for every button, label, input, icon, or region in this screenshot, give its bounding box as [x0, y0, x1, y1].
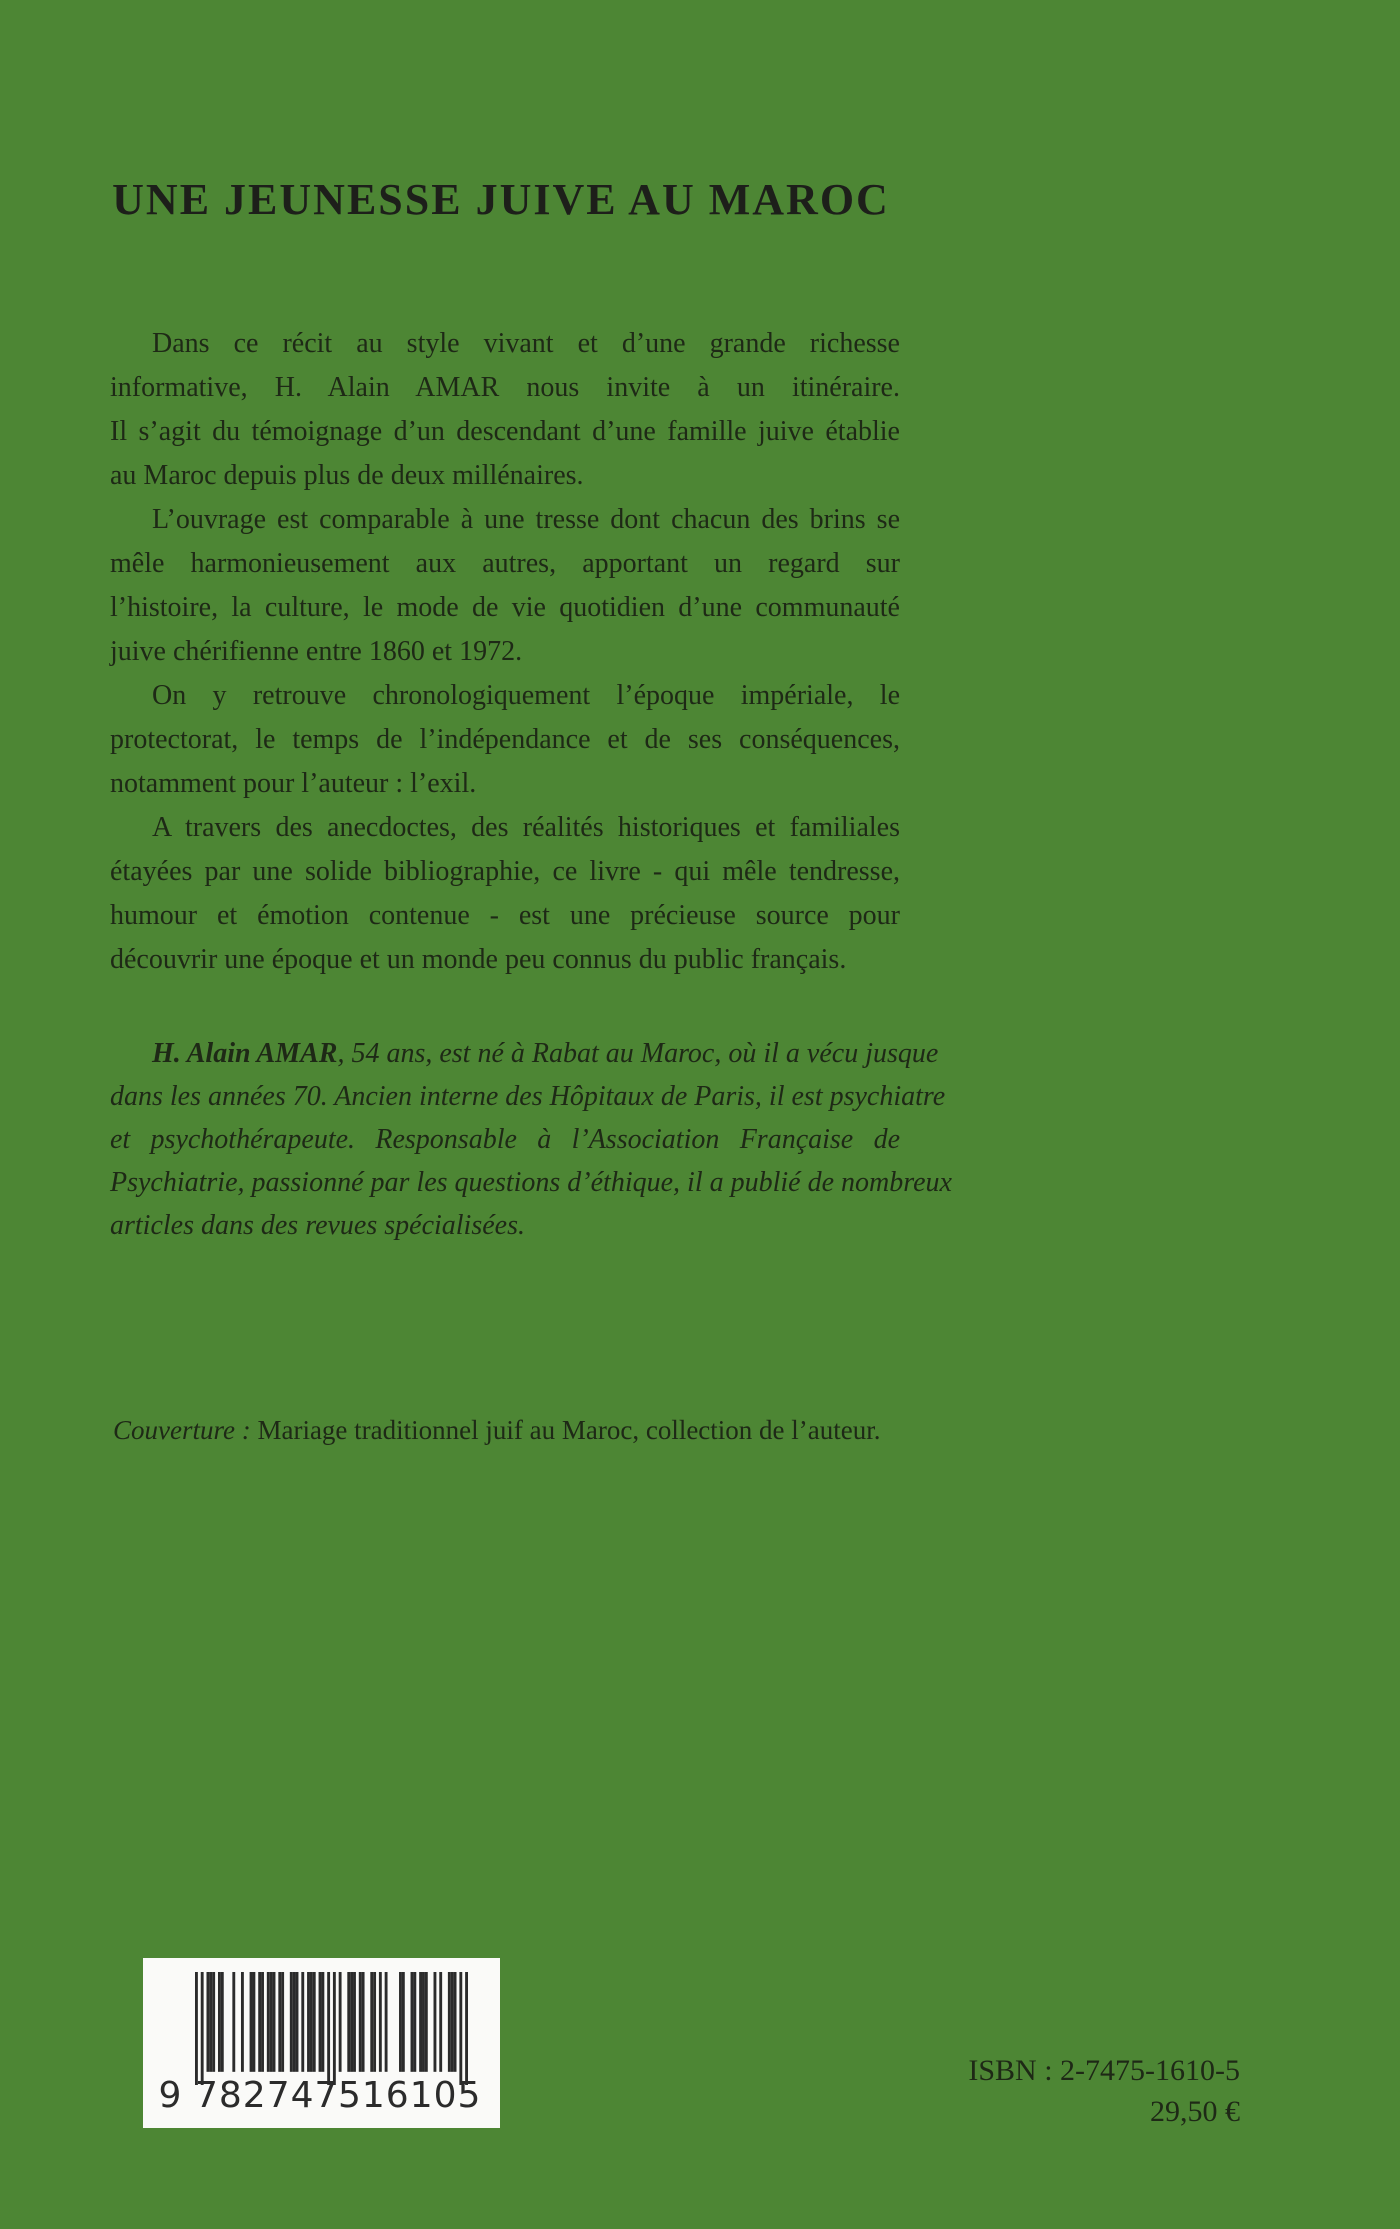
cover-credit-text: Mariage traditionnel juif au Maroc, collection de l’auteur. [250, 1415, 881, 1445]
synopsis-line: L’ouvrage est comparable à une tresse dont chacun des brins se [152, 504, 900, 535]
synopsis-paragraph [110, 322, 900, 498]
synopsis-line: étayées par une solide bibliographie, ce livre - qui mêle tendresse, [110, 856, 900, 887]
synopsis-line: Il s’agit du témoignage d’un descendant d’une famille juive établie [110, 416, 900, 447]
barcode-digit-leading: 9 [158, 2075, 182, 2116]
bio-line: Psychiatrie, passionné par les questions d’éthique, il a publié de nombreux [110, 1167, 952, 1198]
isbn-label: ISBN : 2-7475-1610-5 [968, 2054, 1240, 2087]
bio-line [110, 1032, 939, 1075]
isbn-block [968, 2050, 1240, 2132]
barcode-bars [195, 1972, 468, 2085]
price-label: 29,50 € [1150, 2095, 1240, 2128]
synopsis-line: notamment pour l’auteur : l’exil. [110, 768, 477, 799]
synopsis-paragraph [110, 498, 900, 674]
synopsis-paragraph [110, 674, 900, 806]
synopsis-line: juive chérifienne entre 1860 et 1972. [110, 636, 523, 667]
synopsis-line: humour et émotion contenue - est une précieuse source pour [110, 900, 900, 931]
barcode-digits-left: 782747 [195, 2075, 339, 2116]
synopsis [110, 322, 900, 982]
bio-line: et psychothérapeute. Responsable à l’Association Française de [110, 1124, 900, 1155]
book-title: UNE JEUNESSE JUIVE AU MAROC [112, 175, 890, 224]
author-bio [110, 1032, 952, 1247]
synopsis-line: mêle harmonieusement aux autres, apportant un regard sur [110, 548, 900, 579]
cover-credit [113, 1410, 1013, 1450]
synopsis-line: informative, H. Alain AMAR nous invite à un itinéraire. [110, 372, 900, 403]
synopsis-line: découvrir une époque et un monde peu connus du public français. [110, 944, 847, 975]
bio-line: articles dans des revues spécialisées. [110, 1210, 525, 1241]
barcode-digits-right: 516105 [338, 2075, 482, 2116]
barcode [143, 1958, 500, 2128]
synopsis-line: Dans ce récit au style vivant et d’une grande richesse [152, 328, 900, 359]
synopsis-paragraph [110, 806, 900, 982]
bio-line-text: , 54 ans, est né à Rabat au Maroc, où il a vécu jusque [337, 1038, 939, 1069]
bio-line: dans les années 70. Ancien interne des Hôpitaux de Paris, il est psychiatre [110, 1081, 946, 1112]
synopsis-line: l’histoire, la culture, le mode de vie quotidien d’une communauté [110, 592, 900, 623]
author-name: H. Alain AMAR [152, 1038, 338, 1069]
synopsis-line: protectorat, le temps de l’indépendance et de ses conséquences, [110, 724, 900, 755]
cover-credit-label: Couverture : [113, 1415, 251, 1445]
barcode-digits [143, 2074, 500, 2122]
synopsis-line: On y retrouve chronologiquement l’époque impériale, le [152, 680, 900, 711]
synopsis-line: au Maroc depuis plus de deux millénaires. [110, 460, 584, 491]
synopsis-line: A travers des anecdoctes, des réalités historiques et familiales [152, 812, 900, 843]
